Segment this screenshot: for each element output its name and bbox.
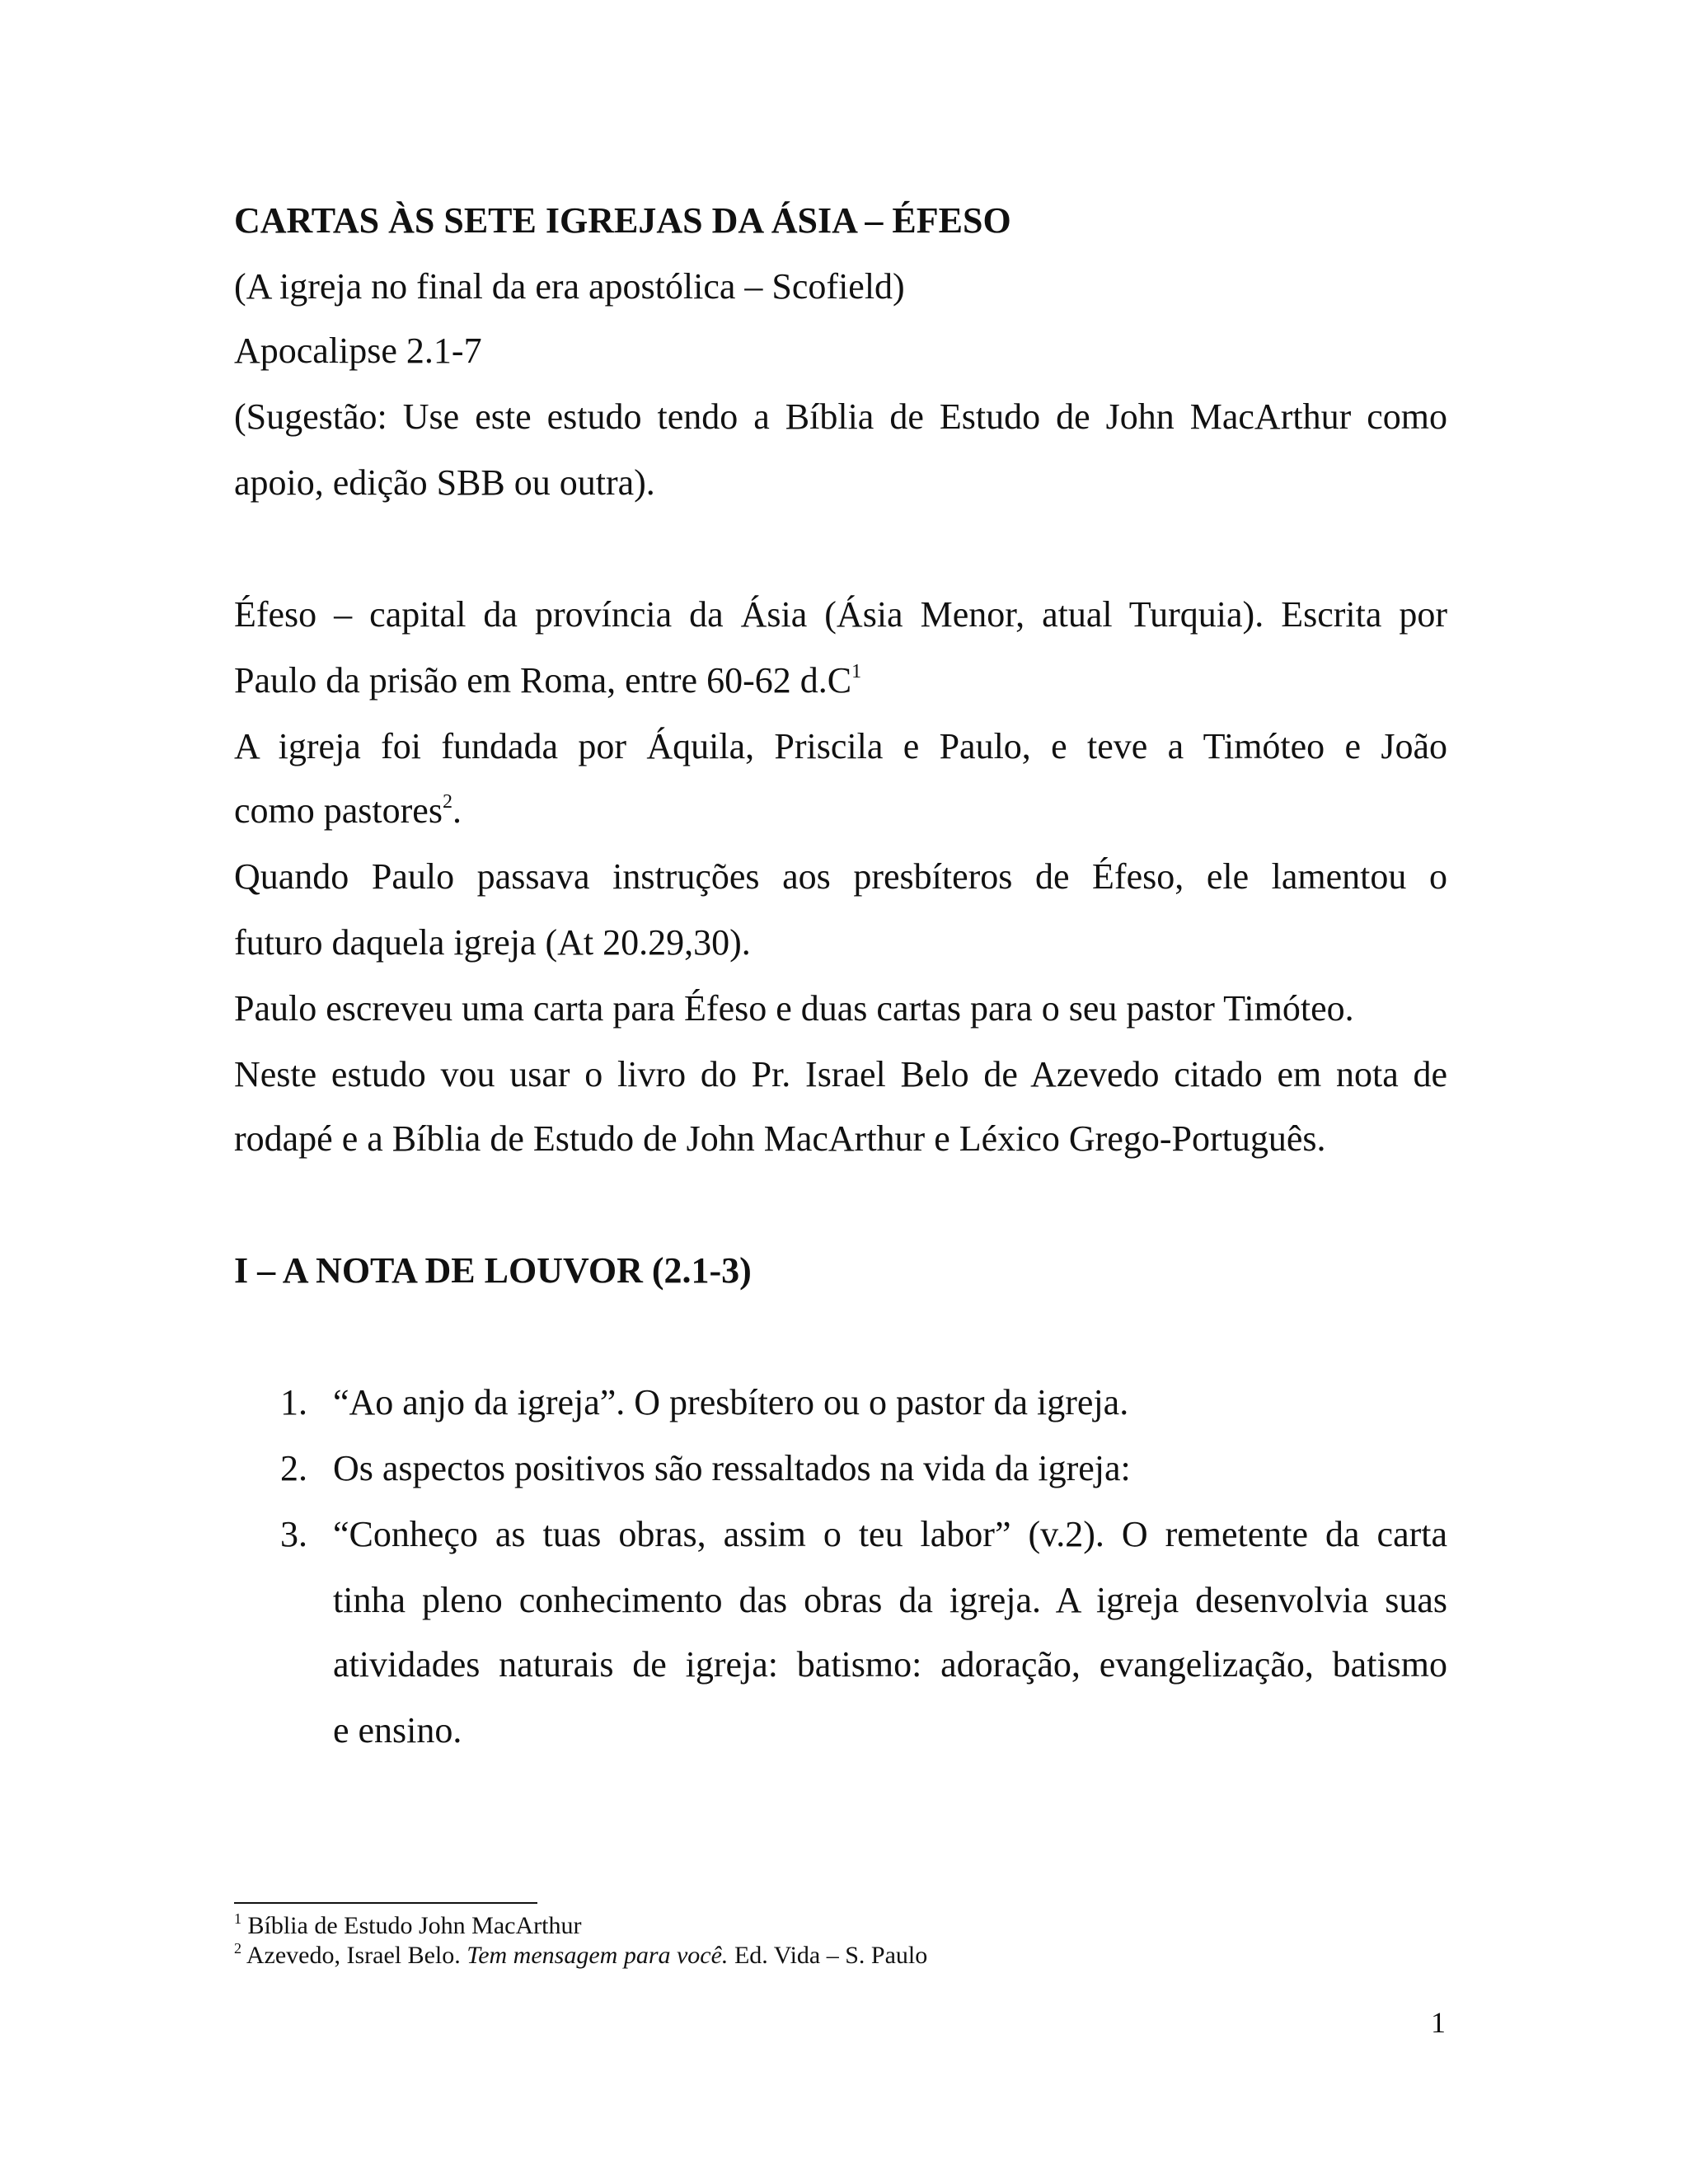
document-subtitle: (A igreja no final da era apostólica – Scofield)	[234, 266, 905, 307]
footnote-ref-1[interactable]: 1	[851, 661, 862, 682]
intro-paragraph-3-line-1: Quando Paulo passava instruções aos presbíteros de Éfeso, ele lamentou o	[234, 856, 1447, 897]
list-item-1-number: 1.	[280, 1382, 307, 1422]
list-item-3-number: 3.	[280, 1514, 307, 1554]
intro-paragraph-2-end: .	[452, 790, 462, 831]
intro-paragraph-1-text: Paulo da prisão em Roma, entre 60-62 d.C	[234, 660, 852, 701]
footnote-1	[234, 1910, 582, 1939]
intro-paragraph-5-line-2: rodapé e a Bíblia de Estudo de John MacArthur e Léxico Grego-Português.	[234, 1118, 1326, 1159]
document-title: CARTAS ÀS SETE IGREJAS DA ÁSIA – ÉFESO	[234, 200, 1011, 241]
footnote-2	[234, 1940, 928, 1969]
list-item-2-text: Os aspectos positivos são ressaltados na vida da igreja:	[333, 1448, 1131, 1488]
list-item-2-number: 2.	[280, 1448, 307, 1488]
suggestion-line-2: apoio, edição SBB ou outra).	[234, 462, 655, 503]
list-item-3-line-2: tinha pleno conhecimento das obras da igreja. A igreja desenvolvia suas	[333, 1580, 1447, 1620]
footnote-separator	[234, 1902, 537, 1904]
section-heading: I – A NOTA DE LOUVOR (2.1-3)	[234, 1250, 752, 1291]
intro-paragraph-1-line-1: Éfeso – capital da província da Ásia (Ásia Menor, atual Turquia). Escrita por	[234, 594, 1447, 635]
footnote-1-number: 1	[234, 1910, 241, 1927]
intro-paragraph-3-line-2: futuro daquela igreja (At 20.29,30).	[234, 922, 751, 963]
footnote-2-text-before: Azevedo, Israel Belo.	[246, 1942, 467, 1969]
list-item-3-line-1: “Conheço as tuas obras, assim o teu labor” (v.2). O remetente da carta	[333, 1514, 1447, 1554]
intro-paragraph-2-text: como pastores	[234, 790, 443, 831]
footnote-2-book-title: Tem mensagem para você.	[467, 1942, 729, 1969]
intro-paragraph-5-line-1: Neste estudo vou usar o livro do Pr. Israel Belo de Azevedo citado em nota de	[234, 1054, 1447, 1094]
footnote-ref-2[interactable]: 2	[442, 791, 452, 813]
intro-paragraph-4: Paulo escreveu uma carta para Éfeso e duas cartas para o seu pastor Timóteo.	[234, 988, 1354, 1029]
footnote-1-text: Bíblia de Estudo John MacArthur	[247, 1912, 582, 1939]
page-number: 1	[1431, 2006, 1446, 2039]
intro-paragraph-2-line-2	[234, 790, 462, 831]
intro-paragraph-1-line-2	[234, 660, 862, 701]
list-item-3-line-3: atividades naturais de igreja: batismo: adoração, evangelização, batismo	[333, 1644, 1447, 1685]
intro-paragraph-2-line-1: A igreja foi fundada por Áquila, Priscila e Paulo, e teve a Timóteo e João	[234, 726, 1447, 766]
list-item-3-line-4: e ensino.	[333, 1710, 462, 1750]
footnote-2-text-after: Ed. Vida – S. Paulo	[728, 1942, 928, 1969]
footnote-2-number: 2	[234, 1940, 241, 1957]
bible-reference: Apocalipse 2.1-7	[234, 330, 482, 371]
suggestion-line-1: (Sugestão: Use este estudo tendo a Bíblia de Estudo de John MacArthur como	[234, 396, 1447, 437]
list-item-1-text: “Ao anjo da igreja”. O presbítero ou o pastor da igreja.	[333, 1382, 1129, 1422]
